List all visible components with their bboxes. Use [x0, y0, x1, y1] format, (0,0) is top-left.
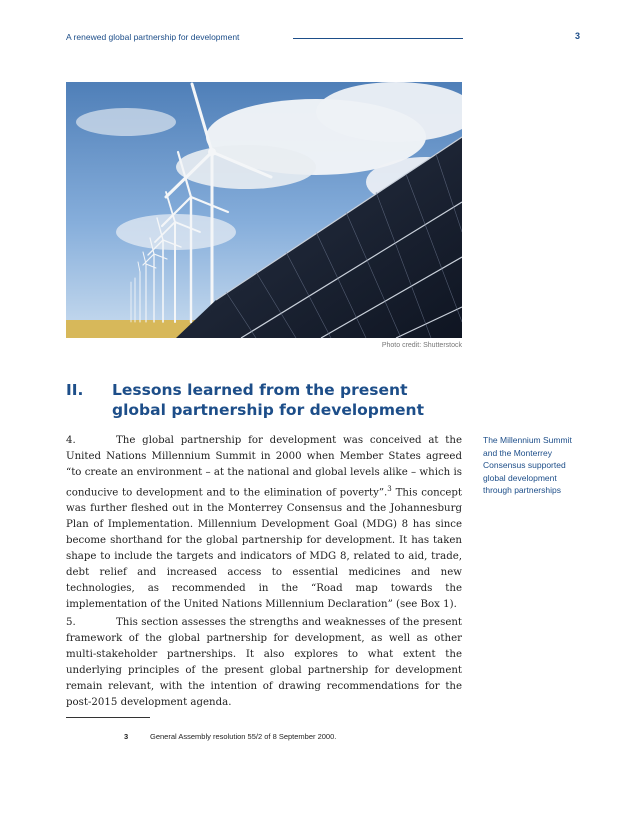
paragraph-4 [66, 433, 462, 613]
section-title: Lessons learned from the present global partnership for development [112, 381, 425, 419]
page-number: 3 [575, 31, 581, 41]
photo-credit: Photo credit: Shutterstock [381, 342, 462, 349]
wind-solar-photo [66, 82, 462, 338]
footnote-number: 3 [124, 732, 129, 741]
paragraph-text: This section assesses the strengths and weaknesses of the present framework of the global partnership for development, as well as other multi-stakeholder partnerships. It also explores to what extent the underlying principles of the present global partnership for development remain relevant, with the intention of drawing recommendations for the post-2015 development agenda. [66, 617, 462, 709]
paragraph-text: The global partnership for development was conceived at the United Nations Millennium Summit in 2000 when Member States agreed “to create an environment – at the national and global levels alike – which is conducive to development and to the elimination of poverty”. [66, 435, 462, 499]
margin-note: The Millennium Summit and the Monterrey Consensus supported global development through partnerships [483, 435, 572, 495]
footnote-text: General Assembly resolution 55/2 of 8 September 2000. [150, 732, 337, 741]
paragraph-number: 5. [66, 617, 76, 629]
body-text [66, 433, 462, 713]
running-header-title: A renewed global partnership for development [66, 32, 240, 42]
footnote-rule [66, 717, 150, 718]
paragraph-number: 4. [66, 435, 76, 446]
header-rule [293, 38, 463, 39]
section-number: II. [66, 381, 84, 399]
footnote-reference[interactable]: 3 [387, 485, 392, 493]
paragraph-text-continued: This concept was further fleshed out in the Monterrey Consensus and the Johannesburg Plan of Implementation. Millennium Development Goal (MDG) 8 has since become shorthand for the global partnership for development. It has taken shape to include the targets and indicators of MDG 8, related to aid, trade, debt relief and increased access to essential medicines and new technologies, as recommended in the “Road map towards the implementation of the United Nations Millennium Declaration” (see Box 1). [66, 487, 462, 611]
paragraph-5 [66, 615, 462, 711]
